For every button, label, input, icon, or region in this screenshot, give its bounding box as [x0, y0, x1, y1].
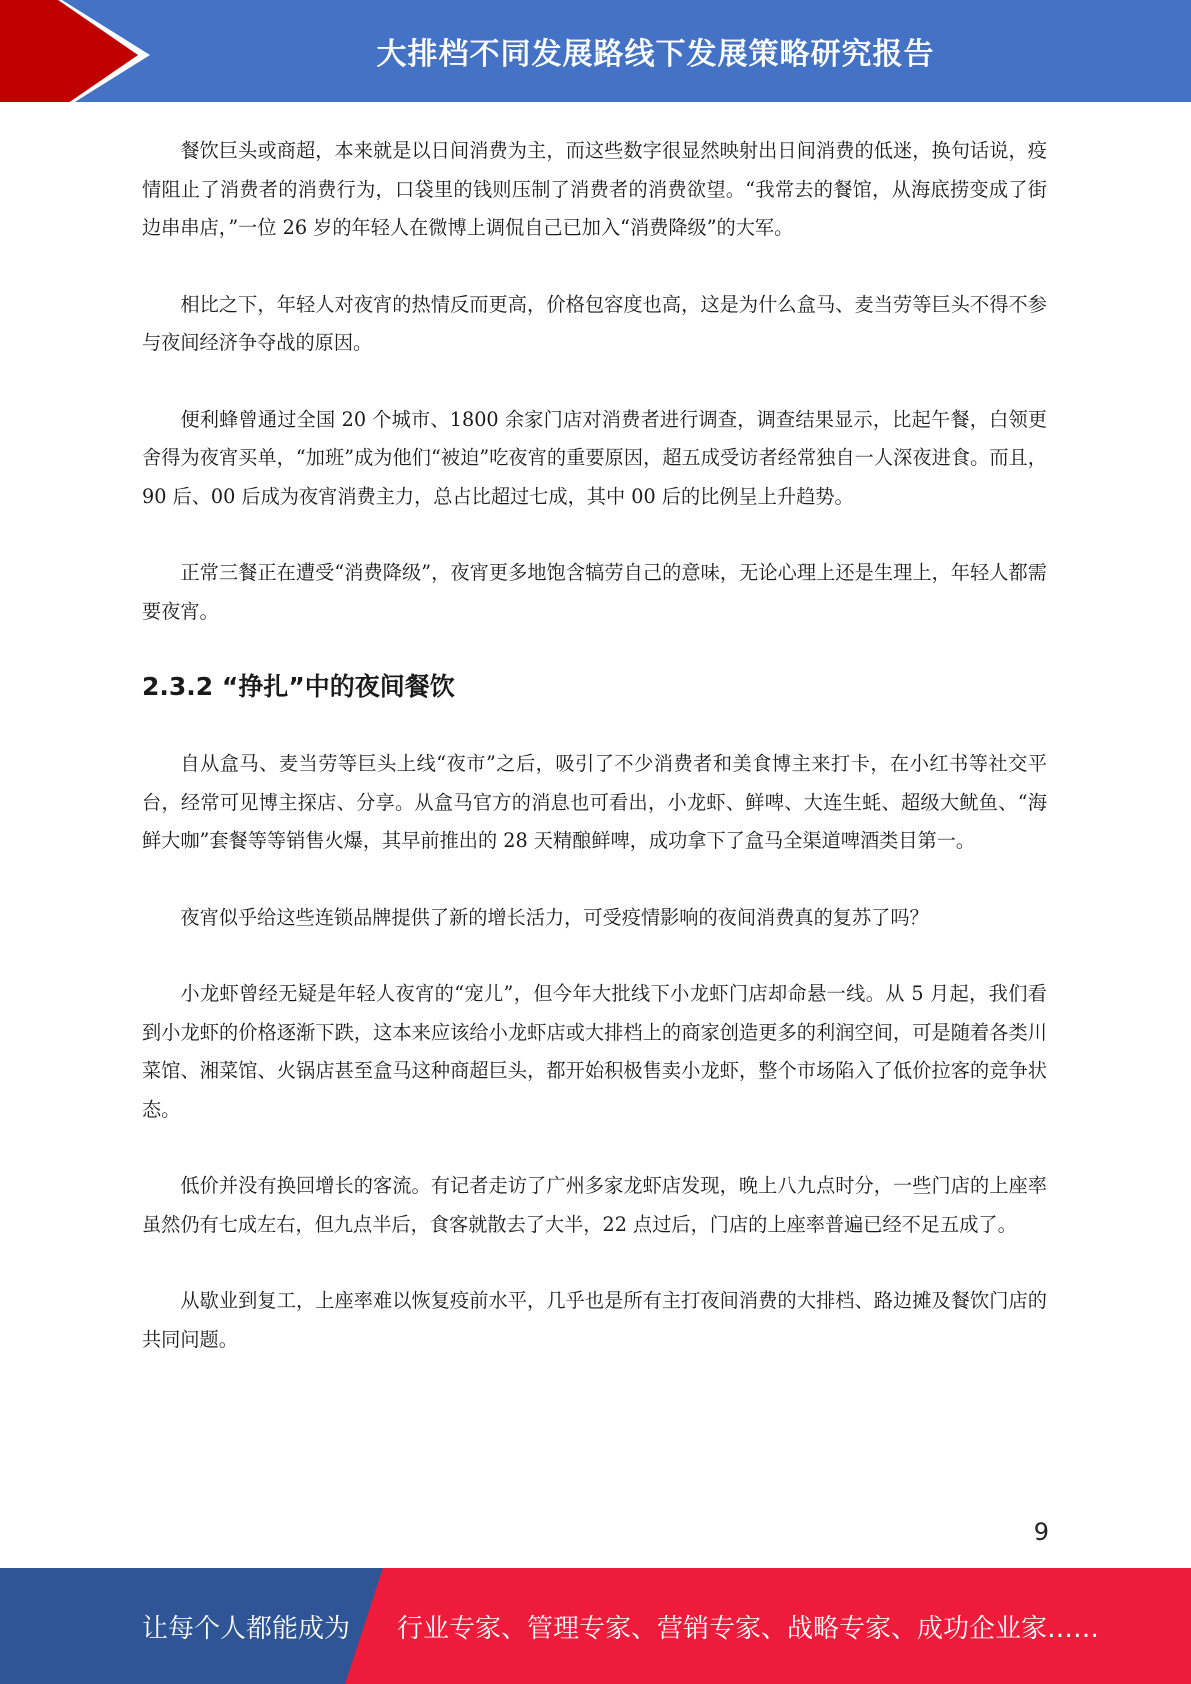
page-header [0, 0, 1191, 110]
footer-slogan-left: 让每个人都能成为 [142, 1613, 351, 1644]
section-heading: 2.3.2 “挣扎”中的夜间餐饮 [142, 672, 455, 701]
paragraph: 低价并没有换回增长的客流。有记者走访了广州多家龙虾店发现，晚上八九点时分，一些门店的上座率虽然仍有七成左右，但九点半后，食客就散去了大半，22 点过后，门店的上座率普遍已经不足五成了。 [142, 1174, 1047, 1236]
footer-slogan-right: 行业专家、管理专家、营销专家、战略专家、成功企业家…… [397, 1613, 1100, 1644]
paragraph: 正常三餐正在遭受“消费降级”，夜宵更多地饱含犒劳自己的意味，无论心理上还是生理上，年轻人都需要夜宵。 [142, 561, 1047, 623]
paragraph: 小龙虾曾经无疑是年轻人夜宵的“宠儿”，但今年大批线下小龙虾门店却命悬一线。从 5 月起，我们看到小龙虾的价格逐渐下跌，这本来应该给小龙虾店或大排档上的商家创造更多的利润空间，可是随着各类川菜馆、湘菜馆、火锅店甚至盒马这种商超巨头，都开始积极售卖小龙虾，整个市场陷入了低价拉客的竞争状态。 [142, 982, 1047, 1121]
paragraph: 餐饮巨头或商超，本来就是以日间消费为主，而这些数字很显然映射出日间消费的低迷，换句话说，疫情阻止了消费者的消费行为，口袋里的钱则压制了消费者的消费欲望。“我常去的餐馆，从海底捞变成了街边串串店，”一位 26 岁的年轻人在微博上调侃自己已加入“消费降级”的大军。 [142, 139, 1047, 239]
paragraph: 便利蜂曾通过全国 20 个城市、1800 余家门店对消费者进行调查，调查结果显示，比起午餐，白领更舍得为夜宵买单，“加班”成为他们“被迫”吃夜宵的重要原因，超五成受访者经常独自一人深夜进食。而且，90 后、00 后成为夜宵消费主力，总占比超过七成，其中 00 后的比例呈上升趋势。 [142, 407, 1047, 508]
document-title: 大排档不同发展路线下发展策略研究报告 [376, 37, 935, 72]
paragraph: 自从盒马、麦当劳等巨头上线“夜市”之后，吸引了不少消费者和美食博主来打卡，在小红书等社交平台，经常可见博主探店、分享。从盒马官方的消息也可看出，小龙虾、鲜啤、大连生蚝、超级大鱿鱼、“海鲜大咖”套餐等等销售火爆，其早前推出的 28 天精酿鲜啤，成功拿下了盒马全渠道啤酒类目第一。 [142, 752, 1047, 852]
page-footer [0, 1568, 1191, 1684]
paragraph: 从歇业到复工，上座率难以恢复疫前水平，几乎也是所有主打夜间消费的大排档、路边摊及餐饮门店的共同问题。 [142, 1289, 1047, 1351]
main-content [142, 132, 1047, 1397]
page-number: 9 [1033, 1518, 1049, 1546]
paragraph: 夜宵似乎给这些连锁品牌提供了新的增长活力，可受疫情影响的夜间消费真的复苏了吗？ [180, 905, 929, 929]
paragraph: 相比之下，年轻人对夜宵的热情反而更高，价格包容度也高，这是为什么盒马、麦当劳等巨头不得不参与夜间经济争夺战的原因。 [142, 292, 1047, 354]
